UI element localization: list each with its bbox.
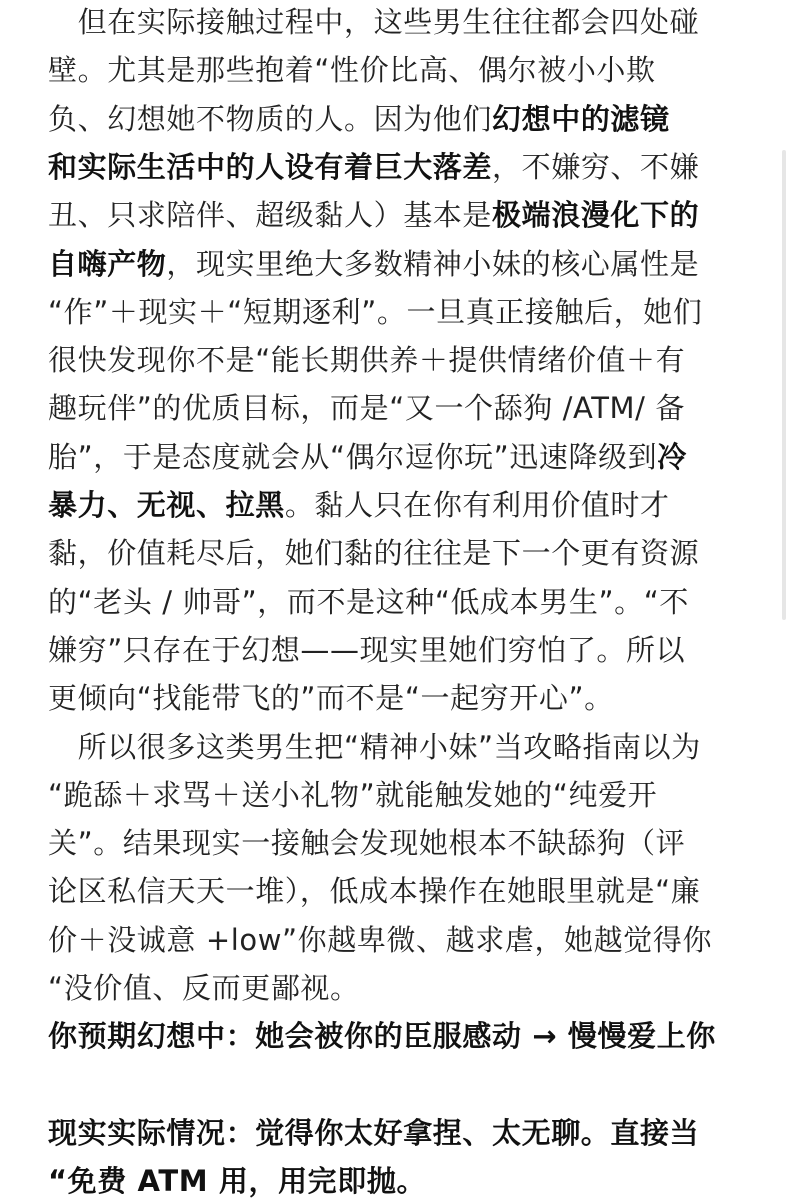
- text-span: “跪舔＋求骂＋送小礼物”就能触发她的“纯爱开: [48, 777, 658, 812]
- text-span: 趣玩伴”的优质目标，而是“又一个舔狗 /ATM/ 备: [48, 391, 685, 426]
- text-line: [48, 340, 685, 380]
- text-span: 胎”，于是态度就会从“偶尔逗你玩”迅速降级到: [48, 439, 658, 474]
- text-line: [48, 99, 670, 139]
- text-line: [48, 582, 689, 622]
- text-line: [48, 678, 614, 718]
- bold-text-span: 和实际生活中的人设有着巨大落差: [48, 149, 493, 184]
- bold-text-span: 幻想中的滤镜: [492, 101, 670, 136]
- text-line: [48, 775, 657, 815]
- text-line: [48, 485, 670, 525]
- text-span: 但在实际接触过程中，这些男生往往都会四处碰: [48, 5, 700, 39]
- text-span: ，现实里绝大多数精神小妹的核心属性是: [166, 246, 700, 281]
- text-span: 负、幻想她不物质的人。因为他们: [48, 101, 493, 136]
- text-span: 价＋没诚意 +low”你越卑微、越求虐，她越觉得你: [48, 922, 713, 957]
- text-span: 论区私信天天一堆），低成本操作在她眼里就是“廉: [48, 874, 701, 909]
- bold-text-span: 极端浪漫化下的: [492, 198, 700, 233]
- text-span: 黏，价值耗尽后，她们黏的往往是下一个更有资源: [48, 536, 700, 571]
- text-span: “作”＋现实＋“短期逐利”。一旦真正接触后，她们: [48, 294, 703, 329]
- text-line: [48, 147, 699, 187]
- text-span: 更倾向“找能带飞的”而不是“一起穷开心”。: [48, 681, 614, 716]
- text-line: [48, 437, 687, 477]
- text-span: 嫌穷”只存在于幻想——现实里她们穷怕了。所以: [48, 632, 686, 667]
- text-line: [48, 195, 699, 235]
- text-span: ，不嫌穷、不嫌: [492, 149, 700, 184]
- text-line: [48, 388, 685, 428]
- text-line: [48, 727, 701, 767]
- text-span: 的“老头 / 帅哥”，而不是这种“低成本男生”。“不: [48, 584, 689, 619]
- text-line: [48, 1113, 699, 1153]
- text-span: 丑、只求陪伴、超级黏人）基本是: [48, 198, 493, 233]
- text-line: [48, 1161, 426, 1201]
- bold-text-span: 冷: [657, 439, 687, 474]
- text-line: [48, 244, 699, 284]
- bold-text-span: 现实实际情况：觉得你太好拿捏、太无聊。直接当: [48, 1115, 700, 1150]
- text-line: [48, 823, 685, 863]
- scrollbar[interactable]: [782, 150, 786, 620]
- text-line: [48, 292, 703, 332]
- text-line: [48, 50, 656, 90]
- text-line: [48, 1016, 716, 1056]
- text-line: [48, 533, 699, 573]
- text-span: 关”。结果现实一接触会发现她根本不缺舔狗（评: [48, 826, 686, 861]
- text-line: [48, 2, 699, 42]
- bold-text-span: 你预期幻想中：她会被你的臣服感动 → 慢慢爱上你: [48, 1019, 716, 1054]
- text-line: [48, 630, 685, 670]
- text-line: [48, 920, 712, 960]
- text-span: 。黏人只在你有利用价值时才: [284, 488, 670, 522]
- bold-text-span: 自嗨产物: [48, 246, 167, 281]
- bold-text-span: “免费 ATM 用，用完即抛。: [48, 1164, 427, 1199]
- text-span: 所以很多这类男生把“精神小妹”当攻略指南以为: [48, 729, 701, 764]
- text-span: “没价值、反而更鄙视。: [48, 971, 360, 1005]
- bold-text-span: 暴力、无视、拉黑: [48, 488, 285, 522]
- text-line: [48, 871, 700, 911]
- text-span: 很快发现你不是“能长期供养＋提供情绪价值＋有: [48, 343, 686, 378]
- text-line: [48, 968, 360, 1008]
- text-span: 壁。尤其是那些抱着“性价比高、偶尔被小小欺: [48, 53, 656, 88]
